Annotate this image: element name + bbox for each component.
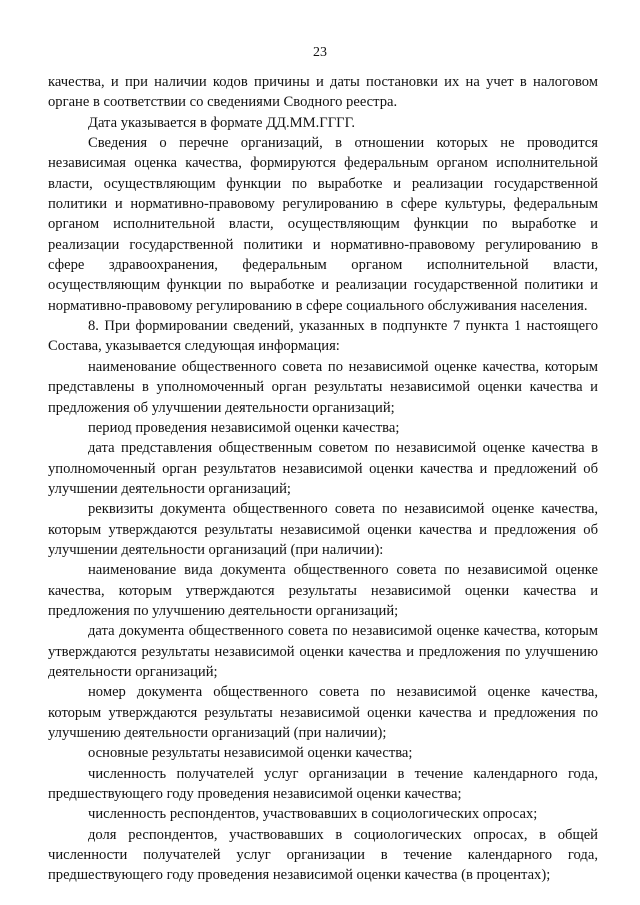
paragraph-recipients-count: численность получателей услуг организации в течение календарного года, предшествующего году проведения независимой оценки качества; xyxy=(48,765,598,803)
paragraph-assessment-period: период проведения независимой оценки качества; xyxy=(88,419,400,436)
page-number: 23 xyxy=(313,45,327,60)
paragraph-document-details: реквизиты документа общественного совета по независимой оценке качества, которым утверждаются результаты независимой оценки качества и предложения об улучшении деятельности организаций (при наличии): xyxy=(48,501,598,558)
paragraph-respondents-count: численность респондентов, участвовавших в социологических опросах; xyxy=(88,806,538,823)
paragraph-document-number: номер документа общественного совета по независимой оценке качества, которым утверждаются результаты независимой оценки качества и предложения по улучшению деятельности организаций (при наличии); xyxy=(48,684,598,741)
paragraph-document-type: наименование вида документа общественного совета по независимой оценке качества, которым утверждаются результаты независимой оценки качества и предложения по улучшению деятельности организаций; xyxy=(48,562,598,619)
paragraph-document-date: дата документа общественного совета по независимой оценке качества, которым утверждаются результаты независимой оценки качества и предложения по улучшению деятельности организаций; xyxy=(48,623,598,680)
paragraph-item-8: 8. При формировании сведений, указанных в подпункте 7 пункта 1 настоящего Состава, указывается следующая информация: xyxy=(48,318,598,355)
document-body xyxy=(48,72,598,886)
paragraph-continuation: качества, и при наличии кодов причины и даты постановки их на учет в налоговом органе в соответствии со сведениями Сводного реестра. xyxy=(48,74,598,111)
paragraph-organizations-list: Сведения о перечне организаций, в отношении которых не проводится независимая оценка качества, формируются федеральным органом исполнительной власти, осуществляющим функции по выработке и реализации государственной политики и нормативно-правовому регулированию в сфере культуры, федеральным органом исполнительной власти, осуществляющим функции по выработке и реализации государственной политики и нормативно-правовому регулированию в сфере здравоохранения, федеральным органом исполнительной власти, осуществляющим функции по выработке и реализации государственной политики и нормативно-правовому регулированию в сфере социального обслуживания населения. xyxy=(48,135,598,314)
paragraph-main-results: основные результаты независимой оценки качества; xyxy=(88,745,413,762)
paragraph-council-name: наименование общественного совета по независимой оценке качества, которым представлены в уполномоченный орган результаты независимой оценки качества и предложения об улучшении деятельности организаций; xyxy=(48,358,598,416)
paragraph-date-format: Дата указывается в формате ДД.ММ.ГГГГ. xyxy=(88,114,356,131)
paragraph-respondents-share: доля респондентов, участвовавших в социологических опросах, в общей численности получателей услуг организации в течение календарного года, предшествующего году проведения независимой оценки качества (в процентах); xyxy=(48,826,598,884)
paragraph-submission-date: дата представления общественным советом по независимой оценке качества в уполномоченный орган результатов независимой оценки качества и предложений об улучшении деятельности организаций; xyxy=(48,440,598,497)
